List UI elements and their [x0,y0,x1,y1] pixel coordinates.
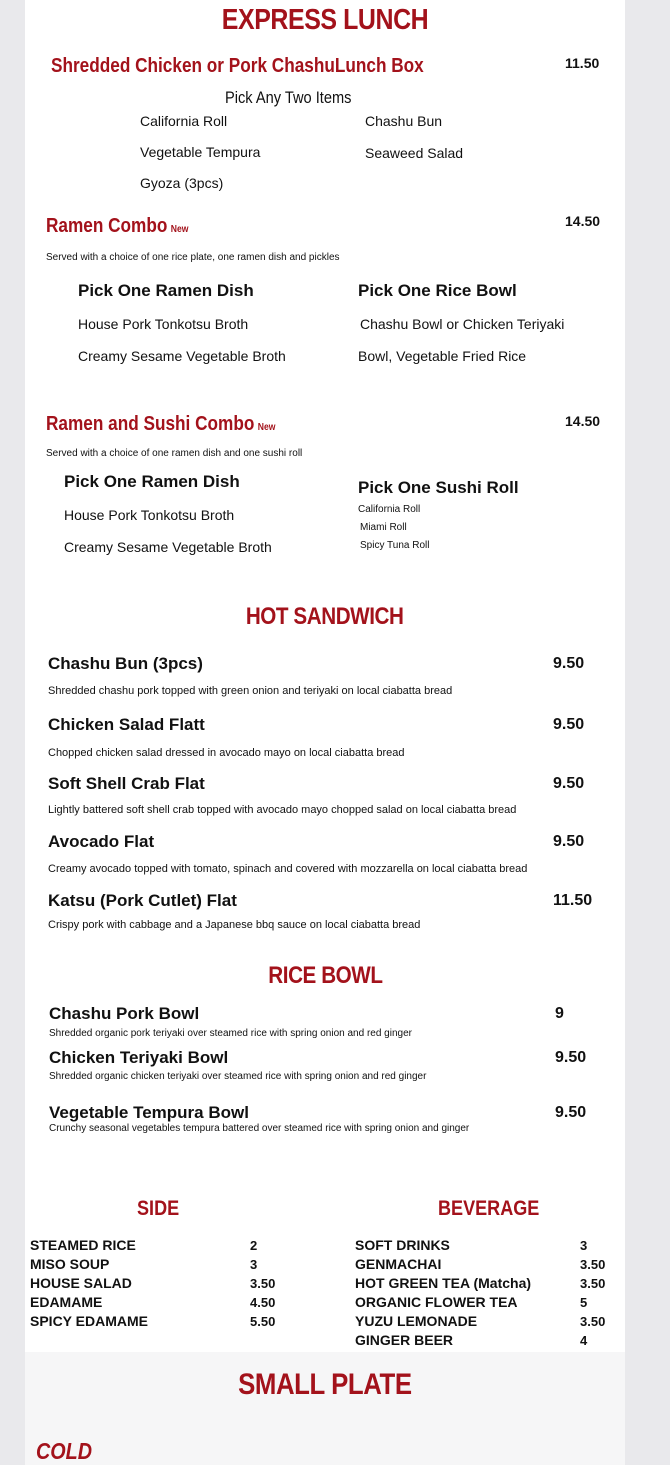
beverage-item-price: 4 [580,1333,588,1348]
beverage-item-name: HOT GREEN TEA (Matcha) [355,1275,532,1291]
ramen-sushi-combo-description: Served with a choice of one ramen dish and one sushi roll [46,448,303,459]
ramen-sushi-combo-name: Ramen and Sushi Combo [46,413,255,435]
sandwich-name: Avocado Flat [48,832,155,851]
beverage-item-price: 5 [580,1295,588,1310]
ramen-sushi-combo-left-header: Pick One Ramen Dish [64,472,240,491]
side-item-price: 5.50 [250,1314,276,1329]
rice-bowl-price: 9 [555,1005,564,1022]
ramen-combo-option: House Pork Tonkotsu Broth [78,316,249,332]
sandwich-description: Chopped chicken salad dressed in avocado mayo on local ciabatta bread [48,747,405,759]
sandwich-price: 11.50 [553,892,593,909]
ramen-sushi-combo-right-header: Pick One Sushi Roll [358,478,519,497]
beverage-item-name: GINGER BEER [355,1332,454,1348]
menu-sheet [25,0,625,1465]
sandwich-name: Soft Shell Crab Flat [48,774,205,793]
lunch-box-name: Shredded Chicken or Pork ChashuLunch Box [51,55,424,77]
side-item-name: MISO SOUP [30,1256,110,1272]
beverage-item-price: 3.50 [580,1276,606,1291]
ramen-sushi-combo-price: 14.50 [565,413,601,429]
lunch-box-pick-label: Pick Any Two Items [225,88,352,107]
side-title: SIDE [137,1197,180,1220]
hot-sandwich-title: HOT SANDWICH [246,603,404,630]
beverage-title: BEVERAGE [438,1197,540,1220]
ramen-sushi-combo-option: Creamy Sesame Vegetable Broth [64,539,272,555]
side-item-name: EDAMAME [30,1294,103,1310]
express-lunch-title: EXPRESS LUNCH [221,4,429,36]
new-badge: New [170,224,189,235]
ramen-combo-left-header: Pick One Ramen Dish [78,281,254,300]
sandwich-description: Crispy pork with cabbage and a Japanese bbq sauce on local ciabatta bread [48,919,421,931]
ramen-combo-option: Creamy Sesame Vegetable Broth [78,348,286,364]
sandwich-price: 9.50 [553,833,585,850]
sandwich-price: 9.50 [553,716,585,733]
beverage-item-price: 3 [580,1238,588,1253]
beverage-item-name: YUZU LEMONADE [355,1313,478,1329]
sushi-roll-option: California Roll [358,504,421,515]
ramen-combo-option: Chashu Bowl or Chicken Teriyaki [360,316,565,332]
lunch-box-option: Gyoza (3pcs) [140,175,224,191]
ramen-combo-name: Ramen Combo [46,215,168,237]
side-item-price: 3.50 [250,1276,276,1291]
beverage-item-price: 3.50 [580,1314,606,1329]
rice-bowl-price: 9.50 [555,1049,587,1066]
small-plate-title: SMALL PLATE [238,1368,412,1401]
ramen-combo-option: Bowl, Vegetable Fried Rice [358,348,527,364]
beverage-item-price: 3.50 [580,1257,606,1272]
sandwich-price: 9.50 [553,775,585,792]
ramen-combo-right-header: Pick One Rice Bowl [358,281,517,300]
side-item-name: SPICY EDAMAME [30,1313,148,1329]
sandwich-name: Chashu Bun (3pcs) [48,654,203,673]
rice-bowl-name: Vegetable Tempura Bowl [49,1103,249,1122]
side-item-name: STEAMED RICE [30,1237,136,1253]
side-item-name: HOUSE SALAD [30,1275,132,1291]
lunch-box-option: Vegetable Tempura [140,144,261,160]
side-item-price: 2 [250,1238,258,1253]
ramen-sushi-combo-heading [46,413,313,436]
rice-bowl-description: Shredded organic chicken teriyaki over steamed rice with spring onion and red ginger [49,1071,427,1082]
rice-bowl-name: Chicken Teriyaki Bowl [49,1048,229,1067]
side-item-price: 4.50 [250,1295,276,1310]
ramen-combo-description: Served with a choice of one rice plate, one ramen dish and pickles [46,252,340,263]
rice-bowl-description: Shredded organic pork teriyaki over steamed rice with spring onion and red ginger [49,1028,412,1039]
sandwich-description: Lightly battered soft shell crab topped with avocado mayo chopped salad on local ciabatta bread [48,804,517,816]
lunch-box-option: Seaweed Salad [365,145,464,161]
lunch-box-option: Chashu Bun [365,113,443,129]
beverage-item-name: ORGANIC FLOWER TEA [355,1294,518,1310]
sandwich-name: Chicken Salad Flatt [48,715,205,734]
lunch-box-price: 11.50 [565,55,600,71]
sushi-roll-option: Spicy Tuna Roll [360,540,430,551]
rice-bowl-name: Chashu Pork Bowl [49,1004,200,1023]
ramen-combo-heading [46,215,212,238]
beverage-item-name: GENMACHAI [355,1256,442,1272]
lunch-box-option: California Roll [140,113,228,129]
sandwich-name: Katsu (Pork Cutlet) Flat [48,891,237,910]
cold-subtitle: COLD [36,1438,93,1464]
rice-bowl-price: 9.50 [555,1104,587,1121]
new-badge: New [257,422,276,433]
side-item-price: 3 [250,1257,258,1272]
rice-bowl-description: Crunchy seasonal vegetables tempura battered over steamed rice with spring onion and ginger [49,1123,470,1134]
rice-bowl-title: RICE BOWL [267,962,383,989]
ramen-combo-price: 14.50 [565,213,601,229]
sandwich-description: Creamy avocado topped with tomato, spinach and covered with mozzarella on local ciabatta bread [48,863,528,875]
beverage-item-name: SOFT DRINKS [355,1237,450,1253]
sandwich-description: Shredded chashu pork topped with green onion and teriyaki on local ciabatta bread [48,685,453,697]
ramen-sushi-combo-option: House Pork Tonkotsu Broth [64,507,235,523]
sushi-roll-option: Miami Roll [360,522,407,533]
sandwich-price: 9.50 [553,655,585,672]
